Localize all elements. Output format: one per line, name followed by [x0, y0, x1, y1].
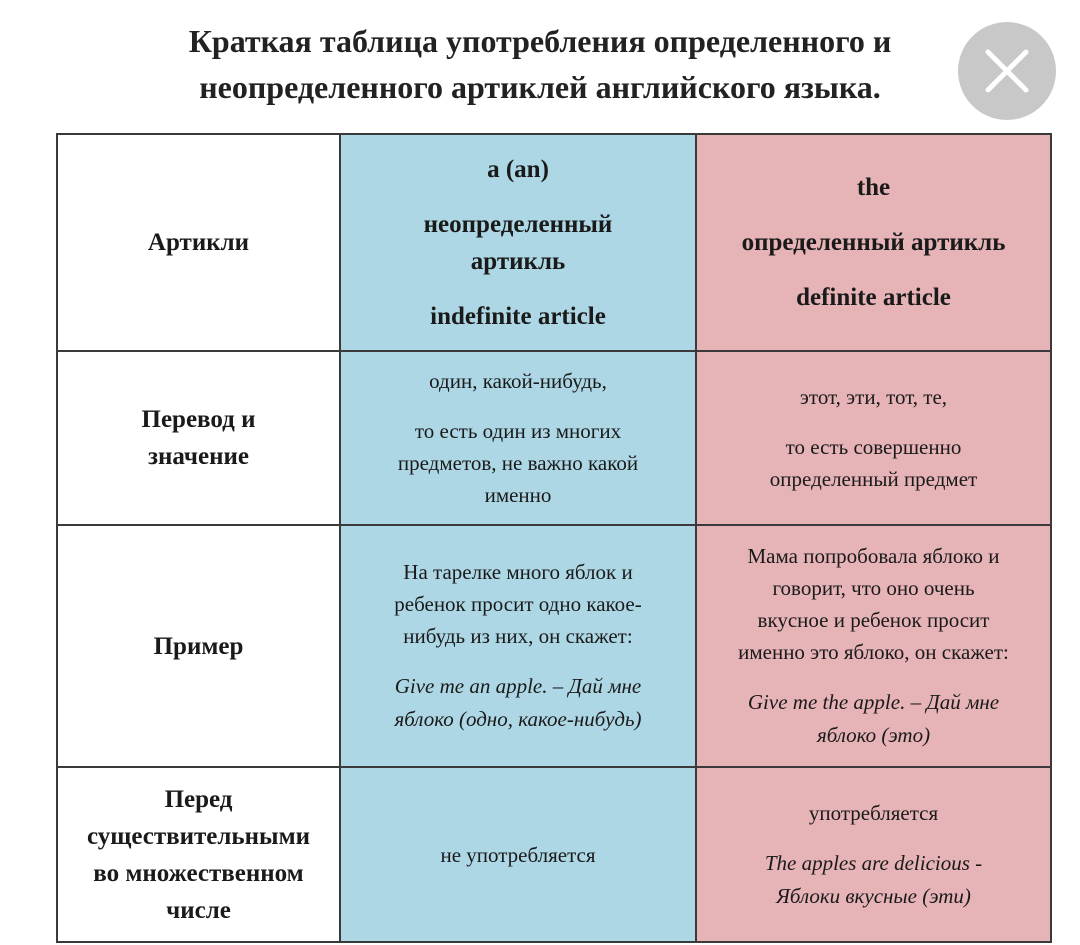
translation-def-line-1: этот, эти, тот, те, — [799, 385, 948, 409]
cell-translation-indefinite — [340, 351, 696, 525]
plural-def-italic-2: Яблоки вкусные (эти) — [776, 883, 971, 908]
translation-label-line-1: Перевод и — [141, 406, 256, 433]
definite-ru: определенный артикль — [741, 229, 1006, 256]
cell-example-indefinite — [340, 525, 696, 767]
cell-example-definite — [696, 525, 1051, 767]
example-def-line-1: Мама попробовала яблоко и — [747, 544, 1000, 568]
plural-label-line-3: во множественном — [93, 859, 304, 887]
translation-indef-line-1: один, какой-нибудь, — [429, 369, 607, 393]
cell-header-indefinite — [340, 134, 696, 351]
table-row-translation — [57, 351, 1051, 525]
example-indef-italic-1: Give me an apple. – Дай мне — [394, 674, 642, 698]
translation-def-line-3: определенный предмет — [769, 467, 978, 491]
indefinite-en: indefinite article — [430, 302, 606, 330]
plural-indef-line-1: не употребляется — [440, 842, 596, 867]
indefinite-article: a (an) — [487, 155, 549, 183]
cell-header-definite — [696, 134, 1051, 351]
cell-plural-definite — [696, 767, 1051, 942]
close-icon — [982, 46, 1032, 96]
example-def-line-3: вкусное и ребенок просит — [757, 608, 990, 632]
close-button[interactable] — [958, 22, 1056, 120]
plural-def-line-1: употребляется — [808, 800, 939, 825]
plural-label-line-2: существительными — [86, 822, 311, 850]
definite-en: definite article — [796, 284, 951, 311]
table-row-example — [57, 525, 1051, 767]
translation-label-line-2: значение — [147, 443, 250, 470]
example-indef-line-3: нибудь из них, он скажет: — [403, 624, 633, 648]
example-label: Пример — [153, 632, 244, 660]
example-def-line-2: говорит, что оно очень — [772, 576, 975, 600]
example-def-italic-1: Give me the apple. – Дай мне — [747, 690, 1000, 714]
plural-label-line-4: числе — [166, 896, 231, 924]
translation-indef-line-3: предметов, не важно какой — [397, 451, 639, 475]
plural-label-line-1: Перед — [164, 785, 233, 813]
page-title-line-1: Краткая таблица употребления определенного и — [188, 23, 892, 59]
indefinite-ru-line-2: артикль — [470, 247, 566, 275]
example-def-italic-2: яблоко (это) — [816, 723, 931, 747]
cell-example-label — [57, 525, 340, 767]
cell-translation-definite — [696, 351, 1051, 525]
cell-header-label — [57, 134, 340, 351]
table-row-header — [57, 134, 1051, 351]
page-title-line-2: неопределенного артиклей английского языка. — [199, 69, 881, 105]
cell-plural-indefinite — [340, 767, 696, 942]
articles-table — [56, 133, 1052, 943]
example-indef-line-1: На тарелке много яблок и — [403, 560, 633, 584]
header-label: Артикли — [147, 229, 250, 256]
example-indef-italic-2: яблоко (одно, какое-нибудь) — [394, 707, 642, 731]
translation-indef-line-4: именно — [484, 483, 552, 507]
table-row-plural — [57, 767, 1051, 942]
indefinite-ru-line-1: неопределенный — [423, 210, 613, 238]
example-indef-line-2: ребенок просит одно какое- — [394, 592, 642, 616]
cell-translation-label — [57, 351, 340, 525]
page-title — [60, 18, 1020, 110]
translation-indef-line-2: то есть один из многих — [414, 419, 622, 443]
cell-plural-label — [57, 767, 340, 942]
example-def-line-4: именно это яблоко, он скажет: — [738, 640, 1009, 664]
definite-article: the — [856, 174, 891, 201]
translation-def-line-2: то есть совершенно — [785, 435, 962, 459]
plural-def-italic-1: The apples are delicious - — [764, 850, 983, 875]
